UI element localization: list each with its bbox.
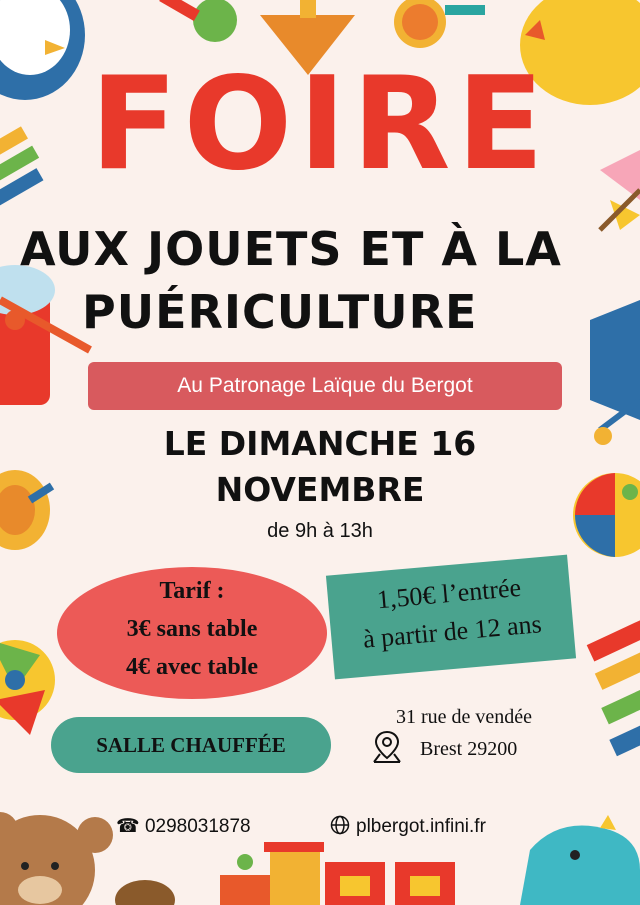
pricing-heading: Tarif : [159, 578, 225, 604]
entry-fee-age: à partir de 12 ans [361, 609, 543, 654]
location-pin-icon [372, 730, 402, 764]
page-title: FOIRE [90, 50, 550, 199]
pricing-oval [57, 567, 327, 699]
event-date-line-1: LE DIMANCHE 16 [163, 424, 477, 463]
venue-banner: Au Patronage Laïque du Bergot [88, 362, 562, 410]
website-url[interactable]: plbergot.infini.fr [356, 816, 486, 837]
phone-icon: ☎ [116, 816, 145, 837]
entry-fee-price: 1,50€ l’entrée [375, 572, 523, 615]
phone-contact [116, 815, 251, 838]
globe-icon [330, 815, 350, 835]
entry-fee-box [326, 555, 576, 680]
event-date-line-2: NOVEMBRE [215, 470, 425, 509]
subtitle-line-1: AUX JOUETS ET À LA [20, 222, 562, 276]
address-street: 31 rue de vendée [396, 706, 533, 728]
xylophone-right-icon [587, 620, 640, 756]
toy-train-icon [220, 842, 455, 905]
pricing-with-table: 4€ avec table [126, 654, 258, 680]
subtitle-line-2: PUÉRICULTURE [82, 285, 478, 339]
website-contact [330, 815, 486, 838]
address-city: Brest 29200 [420, 738, 518, 760]
phone-number: 0298031878 [144, 816, 251, 837]
dinosaur-toy-icon [520, 815, 640, 905]
heated-hall-badge: SALLE CHAUFFÉE [51, 717, 331, 773]
event-hours: de 9h à 13h [267, 520, 373, 542]
pricing-without-table: 3€ sans table [126, 616, 258, 642]
flower-pinwheel-icon [0, 640, 55, 735]
drum-icon [0, 265, 90, 405]
